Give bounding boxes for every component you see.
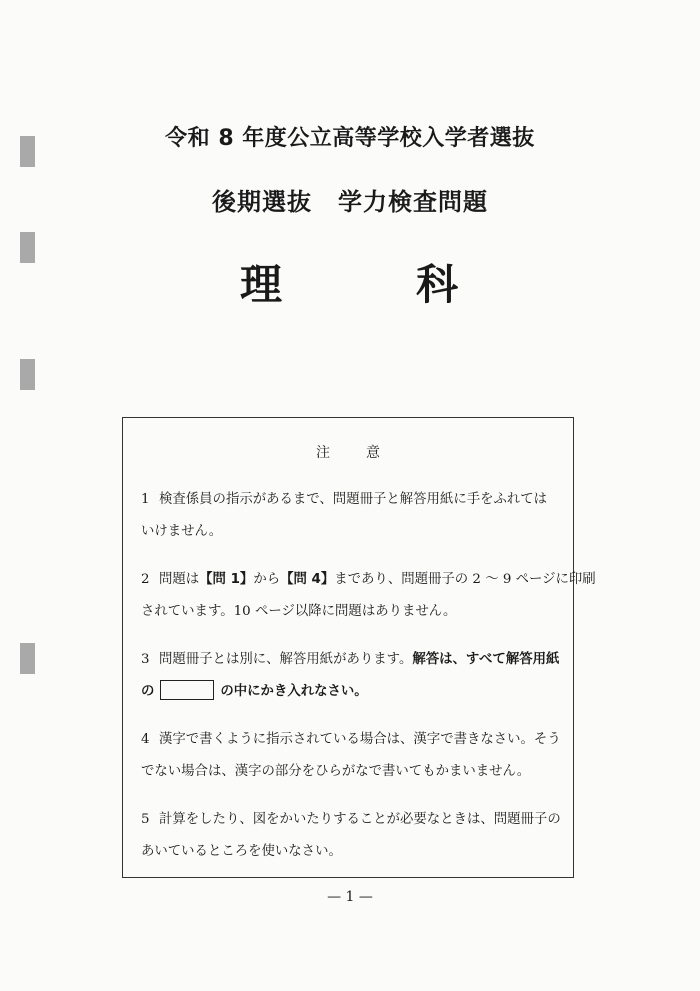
notice-item-text: いけません。 — [141, 524, 223, 539]
notice-item-text: 問題は — [159, 572, 200, 587]
notice-emphasis-text: の中にかき入れなさい。 — [220, 684, 368, 699]
notice-item-5 — [141, 804, 565, 868]
subject-char-1: 理 — [240, 260, 283, 309]
answer-box-symbol — [160, 680, 214, 700]
binding-mark — [20, 359, 35, 390]
notice-item-4 — [141, 724, 565, 788]
notice-item-1 — [141, 484, 565, 548]
notice-item-number: 5 — [141, 812, 150, 827]
notice-heading-char: 意 — [366, 445, 380, 461]
notice-box — [122, 417, 596, 878]
question-ref: 【問 4】 — [280, 572, 335, 587]
exam-subtitle-part2: 学力検査問題 — [338, 188, 488, 216]
notice-item-text: から — [253, 572, 281, 587]
notice-item-text: 計算をしたり、図をかいたりすることが必要なときは、問題冊子の — [159, 812, 561, 827]
notice-item-text: 問題冊子とは別に、解答用紙があります。 — [159, 652, 413, 667]
exam-subtitle-part1: 後期選抜 — [212, 188, 312, 216]
notice-emphasis-text: の — [141, 684, 155, 699]
subject-char-2: 科 — [416, 260, 459, 309]
notice-item-text: 漢字で書くように指示されている場合は、漢字で書きなさい。そう — [159, 732, 561, 747]
exam-title: 令和 8 年度公立高等学校入学者選抜 — [165, 126, 535, 151]
notice-heading-char: 注 — [316, 445, 330, 461]
page-number: — 1 — — [327, 889, 373, 905]
notice-item-number: 1 — [141, 492, 150, 507]
notice-heading — [123, 442, 573, 462]
notice-item-text: でない場合は、漢字の部分をひらがなで書いてもかまいません。 — [141, 764, 531, 779]
question-ref: 【問 1】 — [199, 572, 254, 587]
notice-emphasis-text: 解答は、すべて解答用紙 — [412, 652, 560, 667]
notice-item-text: されています。10 ページ以降に問題はありません。 — [141, 604, 457, 619]
binding-mark — [20, 232, 35, 263]
notice-item-text: 検査係員の指示があるまで、問題冊子と解答用紙に手をふれては — [159, 492, 548, 507]
exam-subtitle — [0, 182, 700, 217]
notice-item-text: まであり、問題冊子の 2 ～ 9 ページに印刷 — [334, 572, 596, 587]
notice-item-number: 2 — [141, 572, 150, 587]
notice-item-2 — [141, 564, 596, 628]
binding-mark — [20, 643, 35, 674]
notice-item-3 — [141, 644, 565, 708]
notice-item-number: 4 — [141, 732, 150, 747]
notice-item-number: 3 — [141, 652, 150, 667]
notice-item-text: あいているところを使いなさい。 — [141, 844, 342, 859]
